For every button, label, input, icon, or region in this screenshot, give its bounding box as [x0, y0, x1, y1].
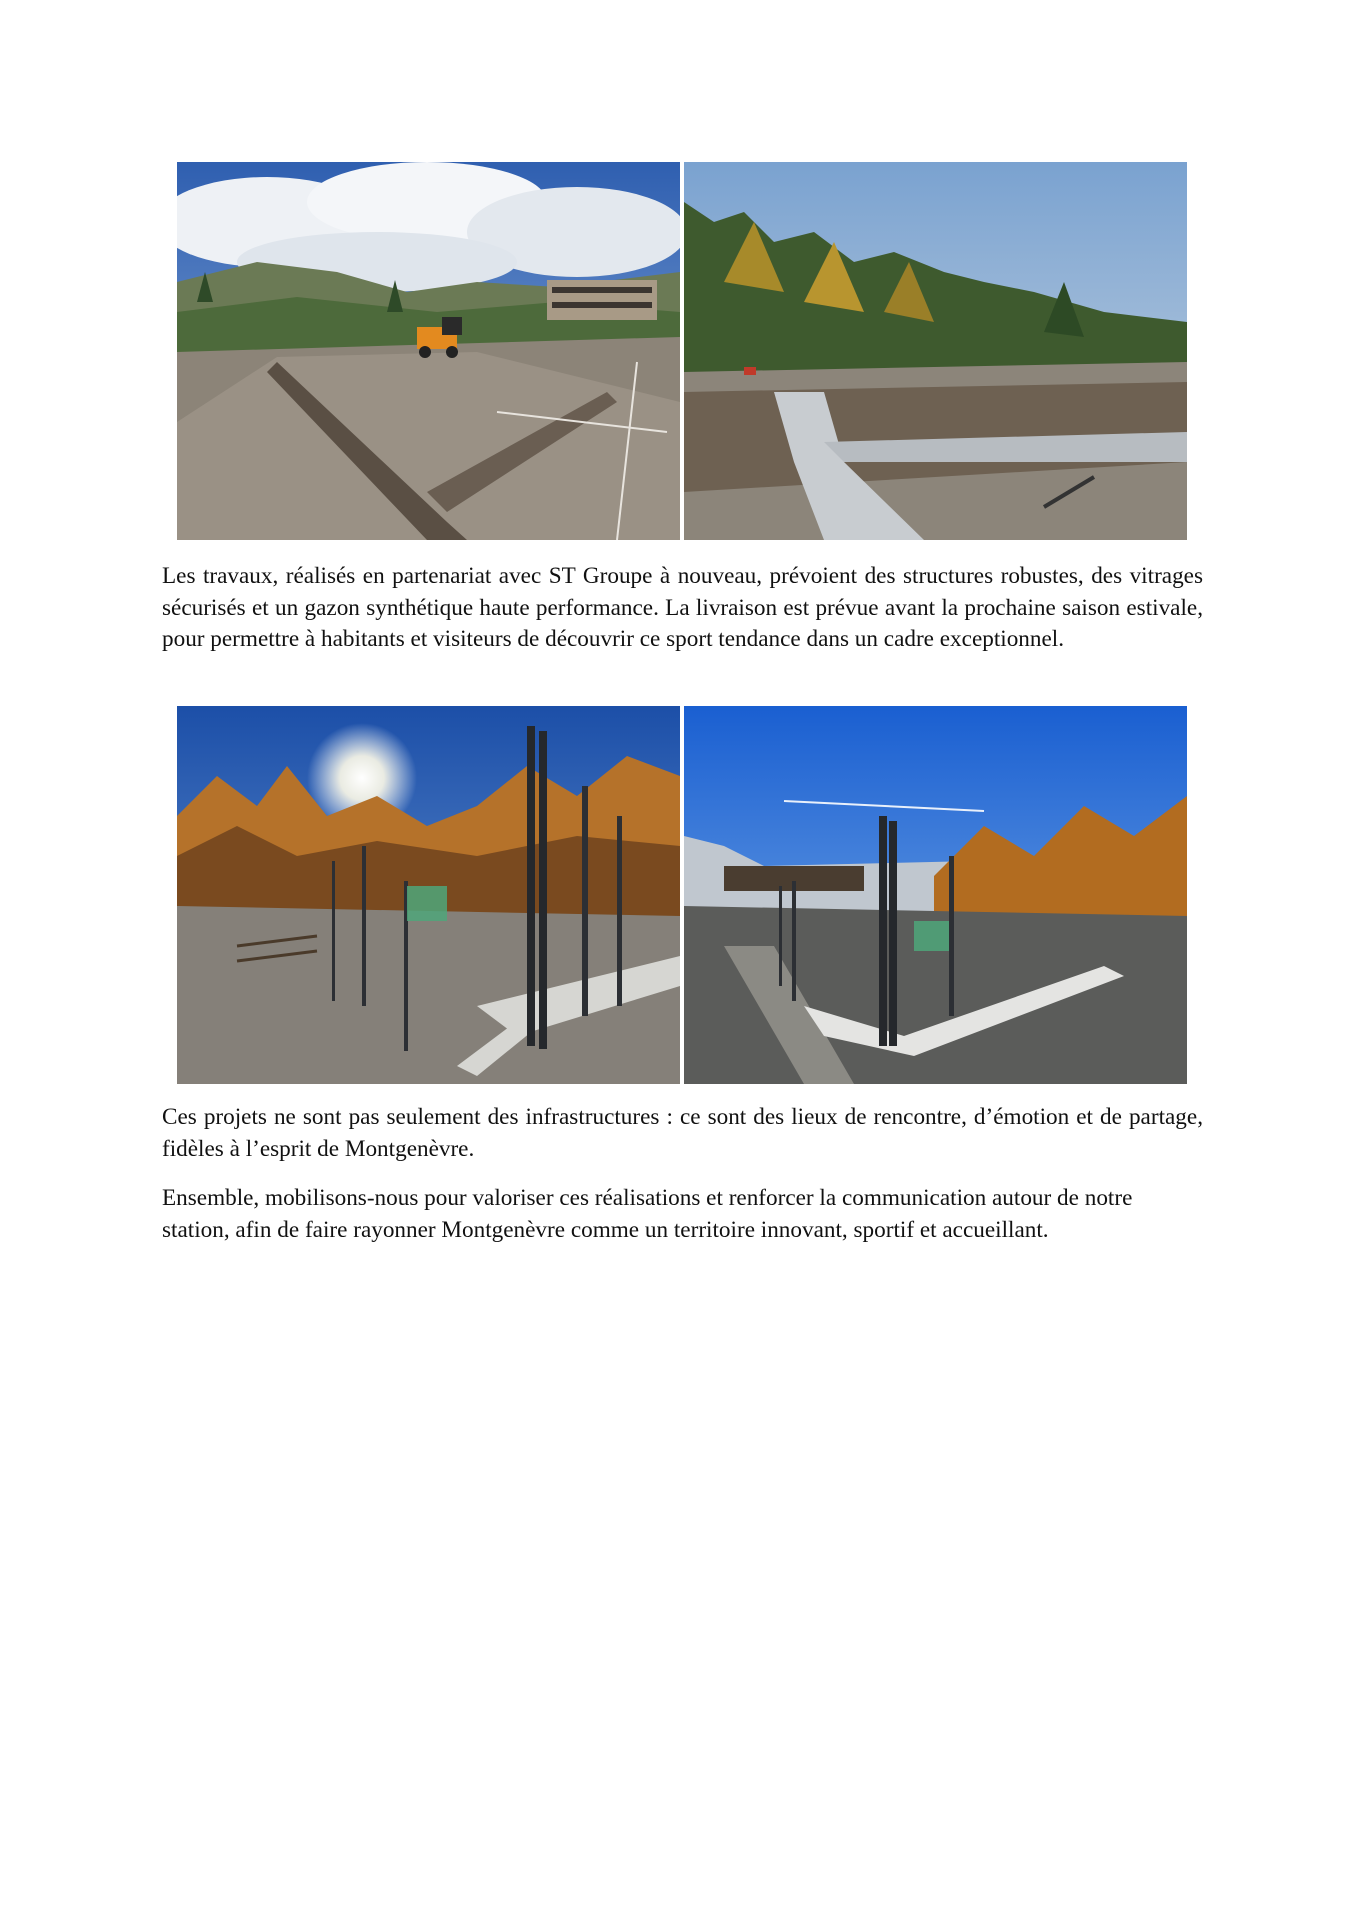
photo-padel-glazing-image [684, 706, 1187, 1084]
photo-construction-trench [177, 162, 680, 540]
photo-cleaned-slab [684, 162, 1187, 540]
photo-construction-trench-image [177, 162, 680, 540]
photo-cleaned-slab-image [684, 162, 1187, 540]
photo-row-bottom [177, 706, 1187, 1084]
photo-padel-posts-sun [177, 706, 680, 1084]
photo-padel-glazing [684, 706, 1187, 1084]
paragraph-mobilisation: Ensemble, mobilisons-nous pour valoriser ces réalisations et renforcer la communication autour de notre station, afin de faire rayonner Montgenèvre comme un territoire innovant, sportif et accueillant. [162, 1185, 1133, 1243]
paragraph-projects: Ces projets ne sont pas seulement des infrastructures : ce sont des lieux de rencontre, d’émotion et de partage, fidèles à l’esprit de Montgenèvre. [162, 1104, 1203, 1162]
photo-row-top [177, 162, 1187, 540]
paragraph-works: Les travaux, réalisés en partenariat avec ST Groupe à nouveau, prévoient des structures robustes, des vitrages sécurisés et un gazon synthétique haute performance. La livraison est prévue avant la prochaine saison estivale, pour permettre à habitants et visiteurs de découvrir ce sport tendance dans un cadre exceptionnel. [162, 563, 1203, 652]
photo-padel-posts-sun-image [177, 706, 680, 1084]
